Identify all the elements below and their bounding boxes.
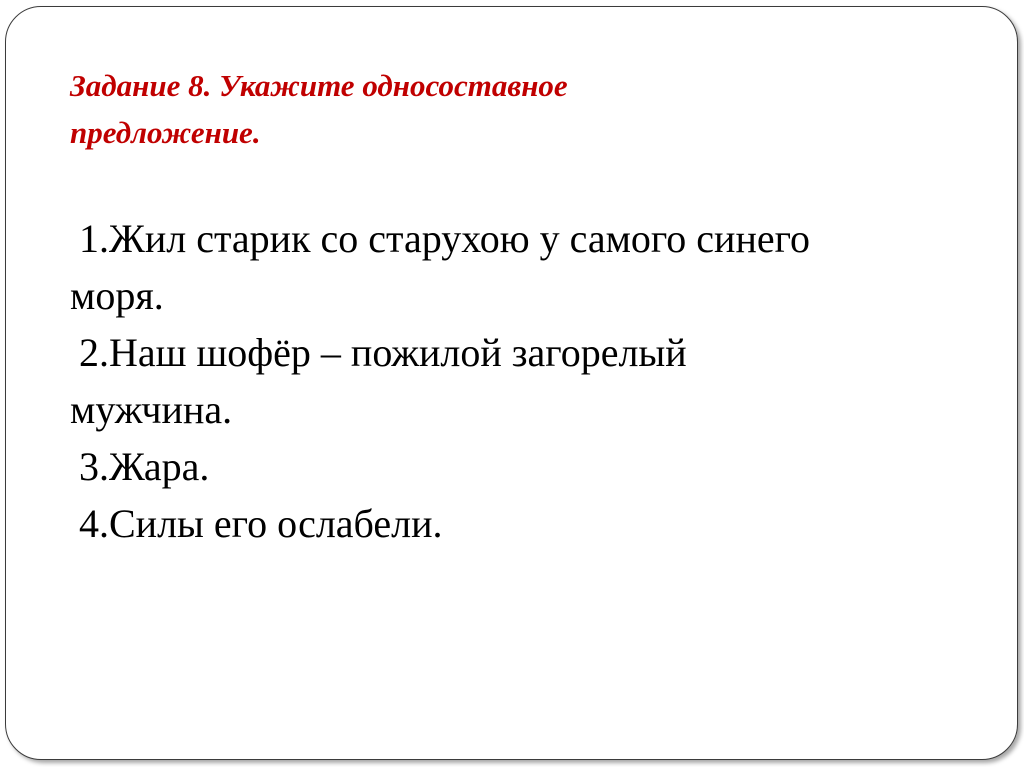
option-text: 4.Силы его ослабели. — [79, 501, 443, 546]
option-text: мужчина. — [70, 387, 233, 432]
title-line: предложение. — [70, 115, 261, 150]
answer-option-2 — [70, 324, 970, 438]
answer-option-3 — [70, 438, 970, 495]
title-line: Задание 8. Укажите односоставное — [70, 68, 568, 103]
answer-options-list — [70, 210, 970, 552]
task-title — [70, 62, 790, 156]
option-text: моря. — [70, 273, 164, 318]
option-text: 1.Жил старик со старухою у самого синего — [79, 216, 811, 261]
answer-option-1 — [70, 210, 970, 324]
answer-option-4 — [70, 495, 970, 552]
option-text: 3.Жара. — [79, 444, 210, 489]
option-text: 2.Наш шофёр – пожилой загорелый — [79, 330, 687, 375]
